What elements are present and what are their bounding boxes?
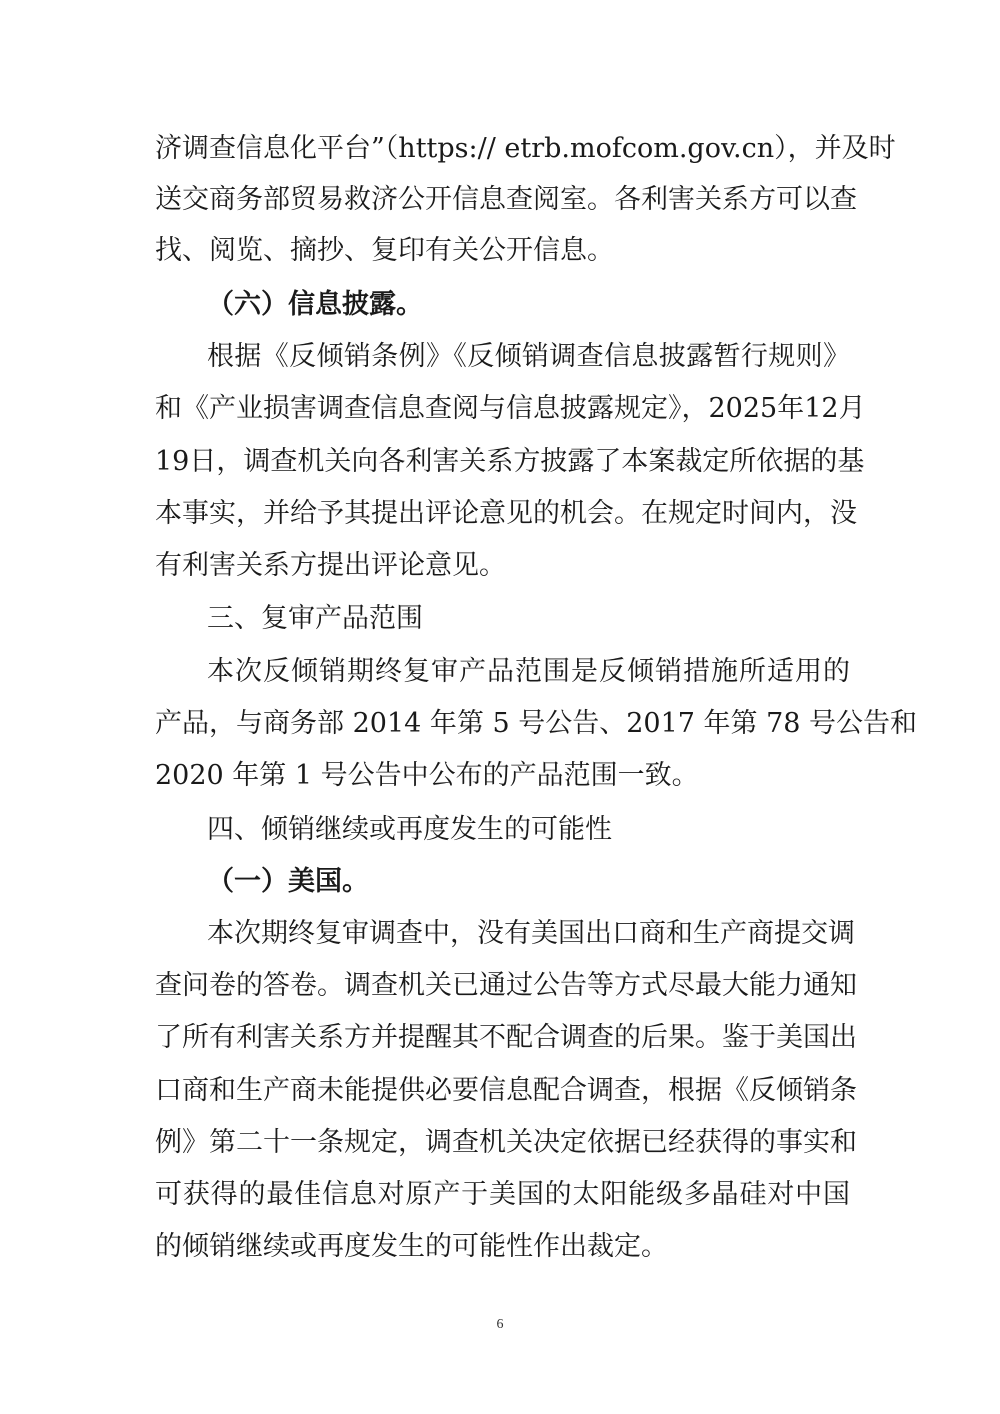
body-text-line: 本事实，并给予其提出评论意见的机会。在规定时间内，没 [155,498,857,529]
body-text-line: 口商和生产商未能提供必要信息配合调查，根据《反倾销条 [155,1075,857,1106]
body-text-line: 2020 年第 1 号公告中公布的产品范围一致。 [155,760,699,791]
body-text-line: 可获得的最佳信息对原产于美国的太阳能级多晶硅对中国 [155,1179,850,1210]
section-heading: 四、倾销继续或再度发生的可能性 [207,814,612,845]
body-text-line: 了所有利害关系方并提醒其不配合调查的后果。鉴于美国出 [155,1022,857,1053]
subsection-heading: （六）信息披露。 [207,289,423,320]
body-text-line: 例》第二十一条规定，调查机关决定依据已经获得的事实和 [155,1127,857,1158]
body-text-line: 本次期终复审调查中，没有美国出口商和生产商提交调 [207,918,855,949]
body-text-line: 根据《反倾销条例》《反倾销调查信息披露暂行规则》 [207,341,850,372]
body-text-line: 本次反倾销期终复审产品范围是反倾销措施所适用的 [207,656,850,687]
body-text-line: 产品，与商务部 2014 年第 5 号公告、2017 年第 78 号公告和 [155,708,918,739]
body-text-line: 送交商务部贸易救济公开信息查阅室。各利害关系方可以查 [155,184,857,215]
section-heading: 三、复审产品范围 [207,603,423,634]
body-text-line: 济调查信息化平台”（https:// etrb.mofcom.gov.cn），并及时 [155,133,896,164]
body-text-line: 19日，调查机关向各利害关系方披露了本案裁定所依据的基 [155,446,865,477]
body-text-line: 找、阅览、摘抄、复印有关公开信息。 [155,235,614,266]
page-number: 6 [496,1317,504,1332]
body-text-line: 和《产业损害调查信息查阅与信息披露规定》，2025年12月 [155,393,866,424]
subsection-heading: （一）美国。 [207,866,369,897]
body-text-line: 有利害关系方提出评论意见。 [155,550,506,581]
body-text-line: 的倾销继续或再度发生的可能性作出裁定。 [155,1231,668,1262]
body-text-line: 查问卷的答卷。调查机关已通过公告等方式尽最大能力通知 [155,970,857,1001]
